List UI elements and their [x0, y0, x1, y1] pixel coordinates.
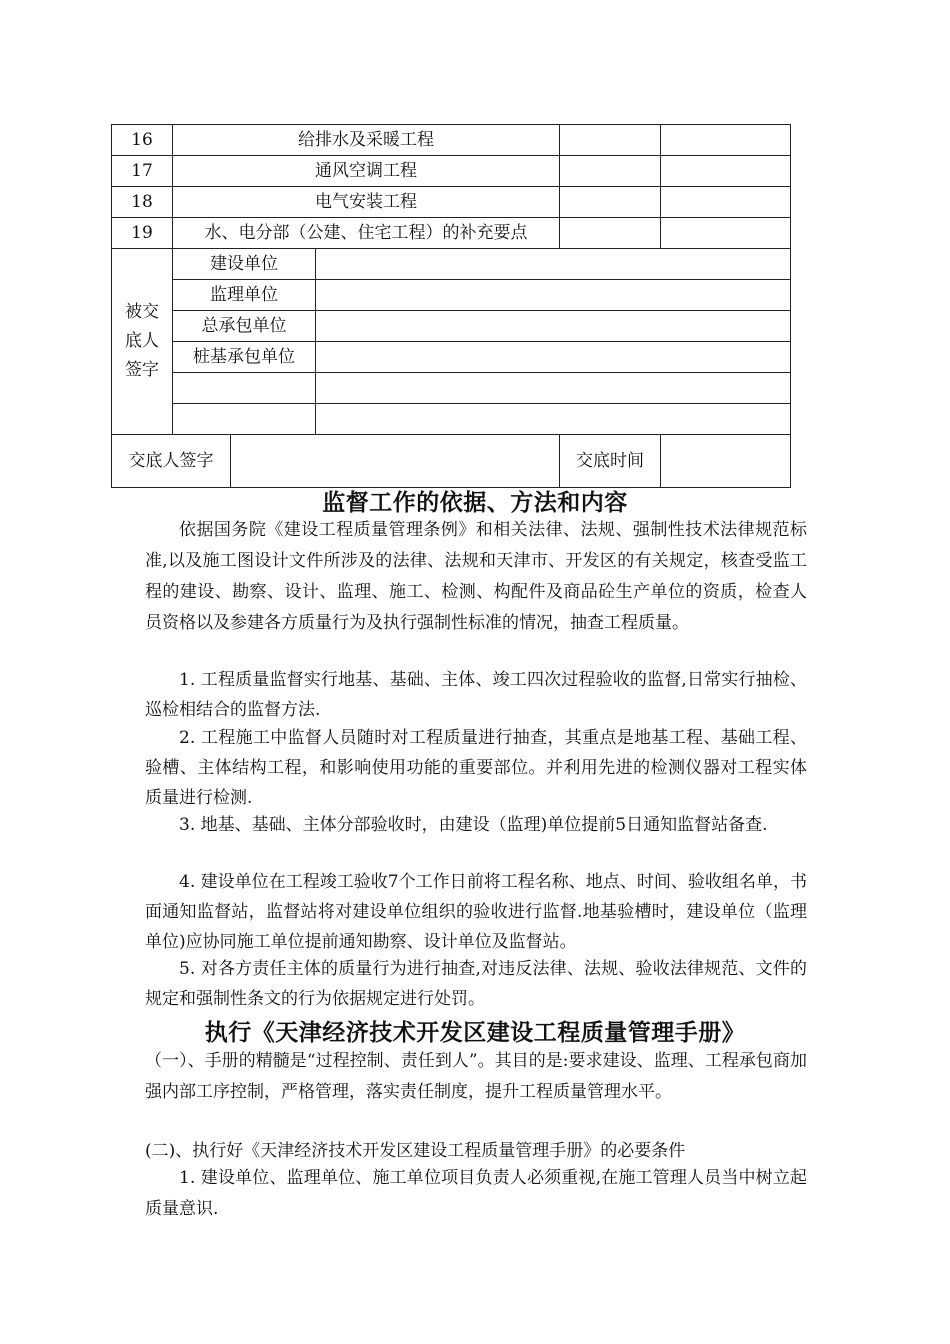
section2-point-1: （一）、手册的精髓是“过程控制、责任到人”。其目的是:要求建设、监理、工程承包商加强内部工序控制，严格管理，落实责任制度，提升工程质量管理水平。	[145, 1051, 807, 1102]
section1-item-3: 3. 地基、基础、主体分部验收时，由建设（监理)单位提前5日通知监督站备查.	[179, 815, 768, 835]
empty-cell	[661, 218, 791, 249]
row-item: 通风空调工程	[173, 156, 560, 187]
section1-item-5: 5. 对各方责任主体的质量行为进行抽查,对违反法律、法规、验收法律规范、文件的规定和强制性条文的行为依据规定进行处罚。	[145, 959, 807, 1009]
signer-unit: 总承包单位	[173, 311, 316, 342]
row-number: 16	[112, 125, 173, 156]
signer-unit: 监理单位	[173, 280, 316, 311]
row-number: 19	[112, 218, 173, 249]
empty-cell	[560, 156, 661, 187]
section2-point-3: 1. 建设单位、监理单位、施工单位项目负责人必须重视,在施工管理人员当中树立起质量意识.	[145, 1168, 807, 1219]
empty-cell	[560, 187, 661, 218]
briefer-label: 交底人签字	[112, 435, 231, 488]
empty-cell	[661, 156, 791, 187]
time-label: 交底时间	[560, 435, 661, 488]
empty-cell	[661, 125, 791, 156]
row-item: 电气安装工程	[173, 187, 560, 218]
signers-label-text: 被交底人签字	[125, 302, 159, 380]
signature-field	[316, 311, 791, 342]
signature-field	[316, 373, 791, 404]
signers-label	[112, 249, 173, 435]
signature-field	[316, 342, 791, 373]
row-number: 17	[112, 156, 173, 187]
section1-intro: 依据国务院《建设工程质量管理条例》和相关法律、法规、强制性技术法律规范标准,以及施工图设计文件所涉及的法律、法规和天津市、开发区的有关规定，核查受监工程的建设、勘察、设计、监理、施工、检测、构配件及商品砼生产单位的资质，检查人员资格以及参建各方质量行为及执行强制性标准的情况，抽查工程质量。	[145, 520, 807, 633]
briefer-row	[112, 435, 791, 488]
table-row	[112, 156, 791, 187]
signer-unit: 建设单位	[173, 249, 316, 280]
signature-field	[316, 249, 791, 280]
signature-field	[316, 280, 791, 311]
table-row	[112, 125, 791, 156]
signer-unit: 桩基承包单位	[173, 342, 316, 373]
signature-field	[316, 404, 791, 435]
section1-item-4: 4. 建设单位在工程竣工验收7个工作日前将工程名称、地点、时间、验收组名单，书面通知监督站，监督站将对建设单位组织的验收进行监督.地基验槽时，建设单位（监理单位)应协同施工单位提前通知勘察、设计单位及监督站。	[145, 872, 807, 952]
acceptance-table	[111, 124, 791, 488]
section1-item-2: 2. 工程施工中监督人员随时对工程质量进行抽查，其重点是地基工程、基础工程、验槽、主体结构工程，和影响使用功能的重要部位。并利用先进的检测仪器对工程实体质量进行检测.	[145, 728, 807, 808]
table-row	[112, 218, 791, 249]
section2-title: 执行《天津经济技术开发区建设工程质量管理手册》	[204, 1019, 746, 1046]
empty-cell	[560, 125, 661, 156]
row-number: 18	[112, 187, 173, 218]
section1-title: 监督工作的依据、方法和内容	[322, 489, 628, 516]
signer-unit	[173, 373, 316, 404]
empty-cell	[661, 187, 791, 218]
section2-point-2: (二)、执行好《天津经济技术开发区建设工程质量管理手册》的必要条件	[145, 1141, 686, 1161]
briefer-signature	[231, 435, 560, 488]
section1-item-1: 1. 工程质量监督实行地基、基础、主体、竣工四次过程验收的监督,日常实行抽检、巡检相结合的监督方法.	[145, 670, 807, 720]
table-row	[112, 187, 791, 218]
row-item: 水、电分部（公建、住宅工程）的补充要点	[173, 218, 560, 249]
signer-unit	[173, 404, 316, 435]
row-item: 给排水及采暖工程	[173, 125, 560, 156]
time-value	[661, 435, 791, 488]
empty-cell	[560, 218, 661, 249]
